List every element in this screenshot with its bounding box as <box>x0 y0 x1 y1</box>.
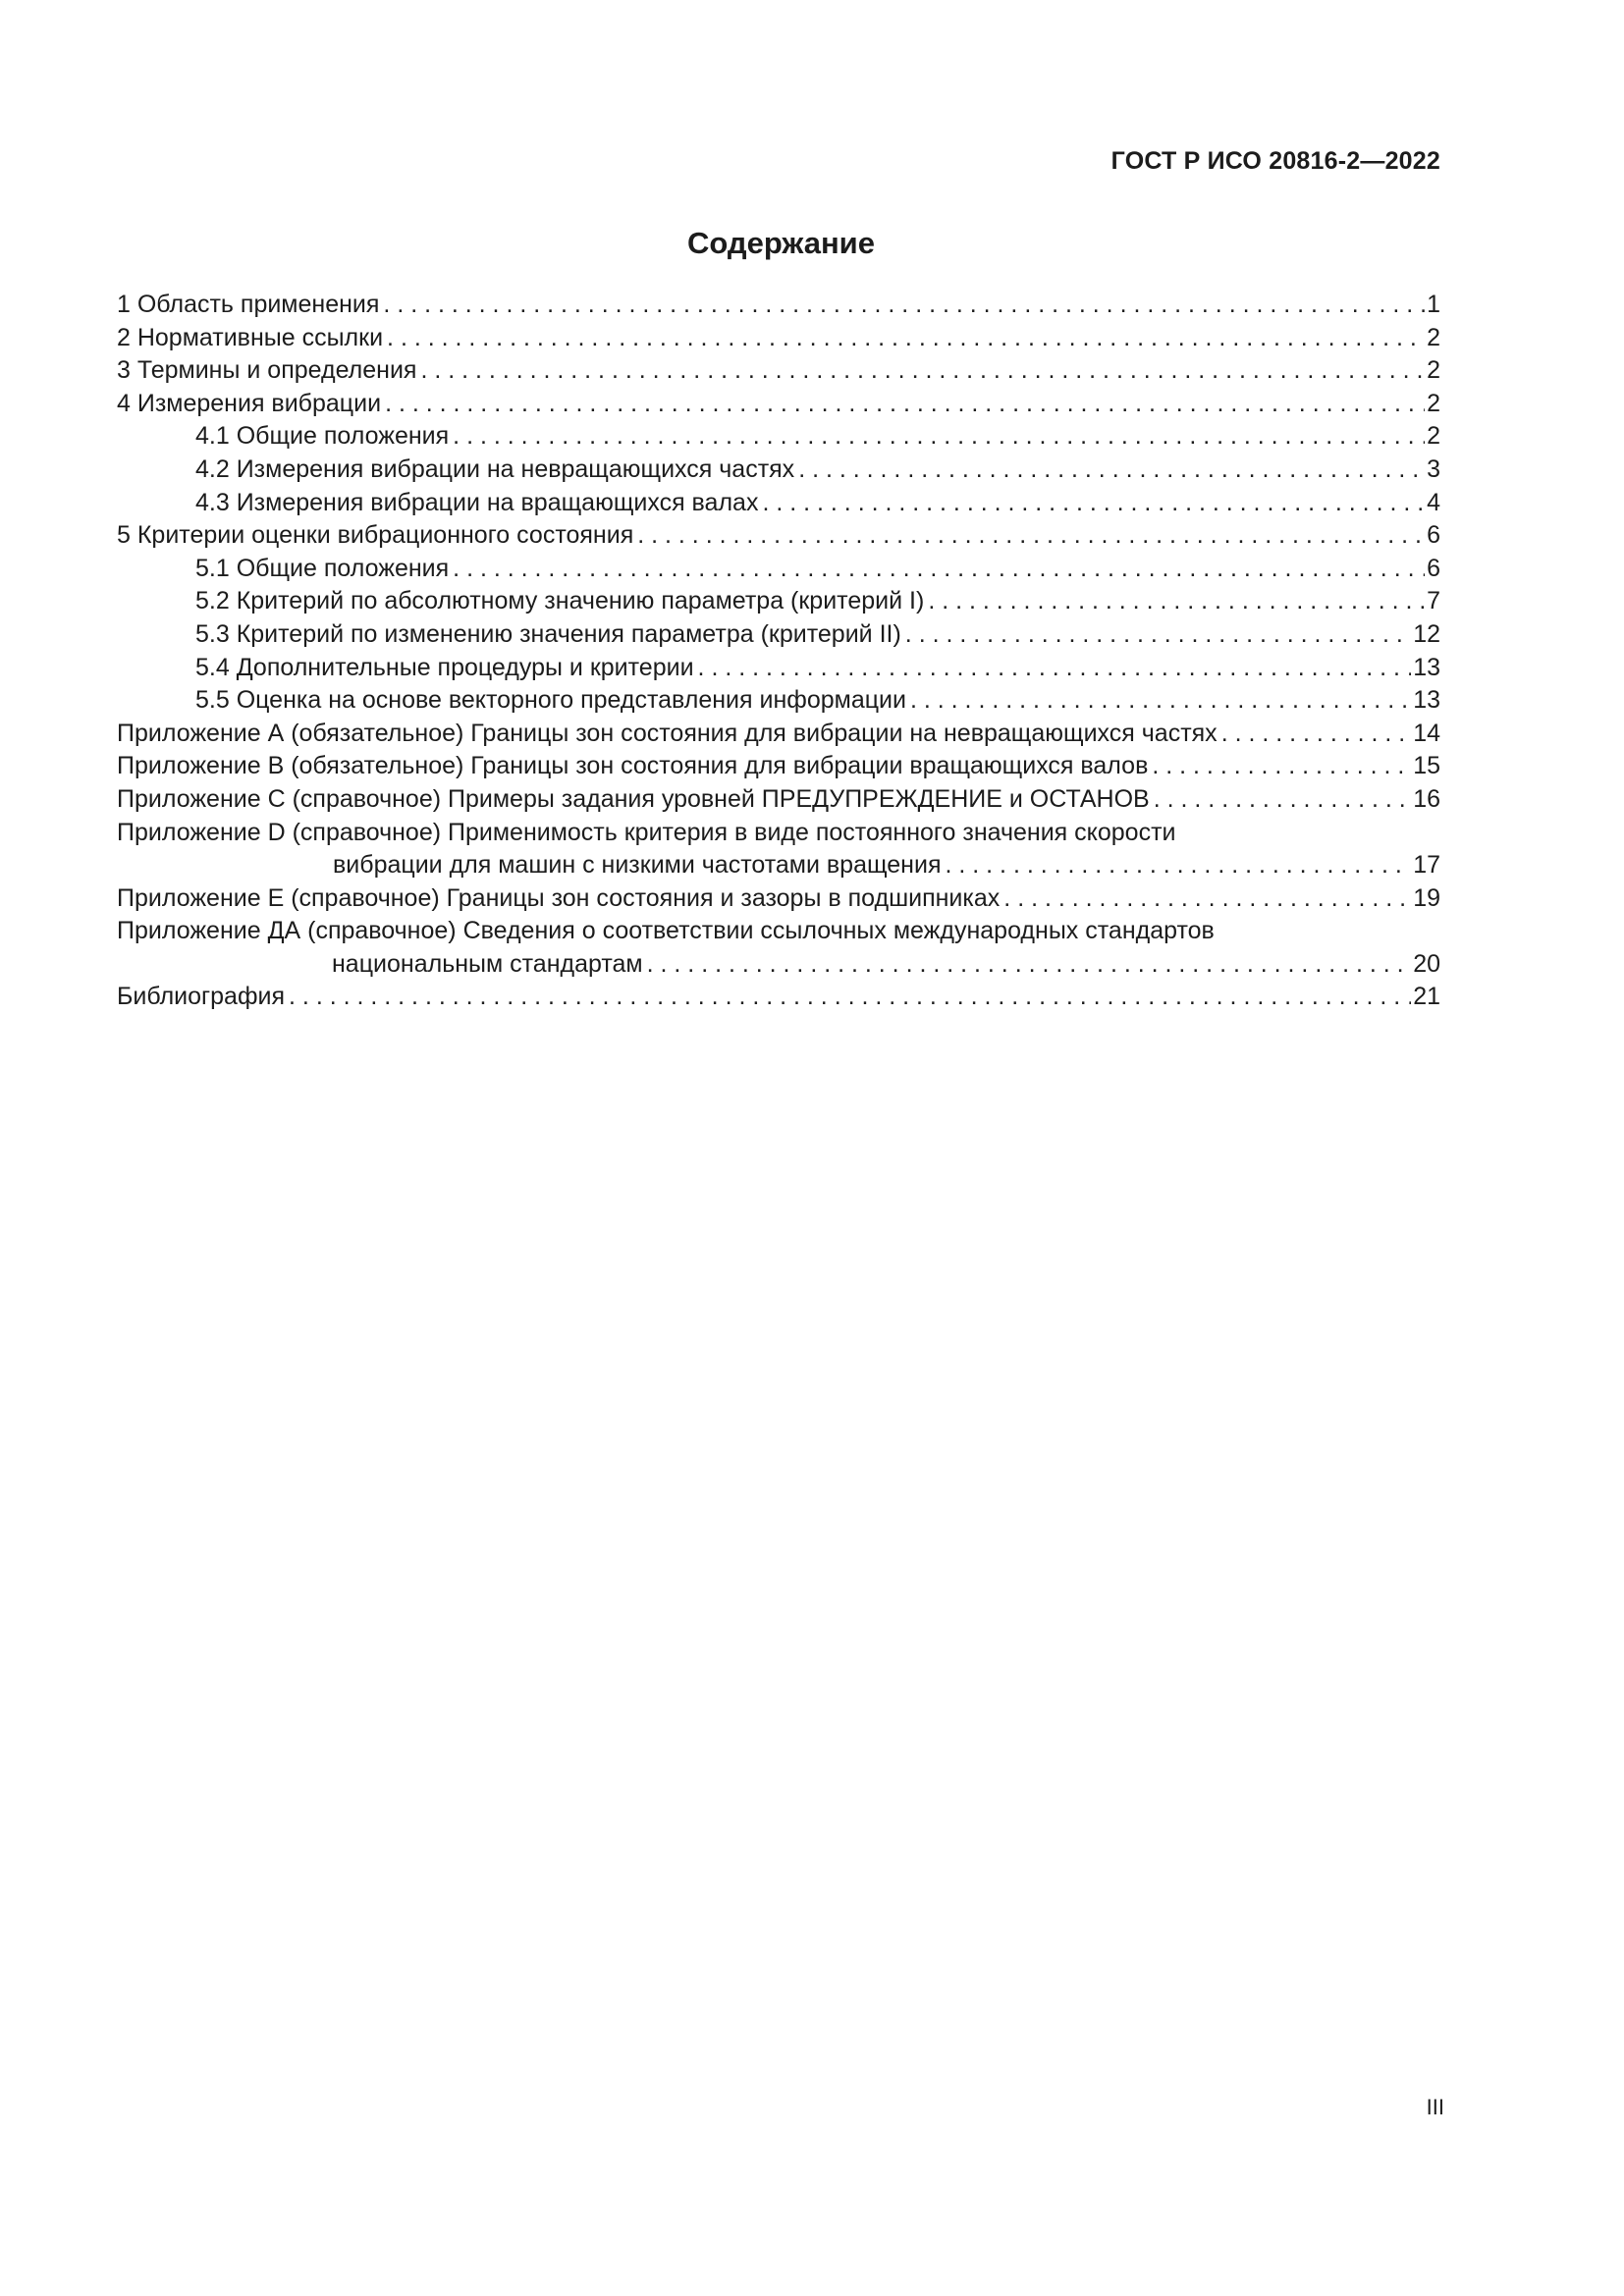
toc-entry-page: 19 <box>1413 883 1440 912</box>
toc-entry-bibliography[interactable] <box>117 981 1440 1014</box>
toc-entry-label: Приложение ДА (справочное) Сведения о соответствии ссылочных международных стандартов <box>117 917 1215 945</box>
toc-entry[interactable] <box>117 553 1440 586</box>
toc-entry-label: 1 Область применения <box>117 291 380 318</box>
leader-dots <box>924 585 1425 618</box>
toc-entry-page: 2 <box>1427 323 1440 351</box>
toc-entry[interactable] <box>117 420 1440 454</box>
toc-entry-label: 4.1 Общие положения <box>195 422 450 451</box>
leader-dots <box>383 322 1425 355</box>
toc-entry-label: 4 Измерения вибрации <box>117 389 382 417</box>
toc-entries <box>117 289 1440 817</box>
toc-entry-page: 17 <box>1413 851 1440 880</box>
toc-entry-page: 14 <box>1413 719 1440 747</box>
page-number: III <box>1426 2095 1444 2119</box>
toc-entry-label: национальным стандартам <box>332 949 643 978</box>
toc-entry[interactable] <box>117 289 1440 322</box>
toc-entry-page: 2 <box>1427 356 1440 385</box>
toc-entry[interactable] <box>117 454 1440 487</box>
document-code: ГОСТ Р ИСО 20816-2—2022 <box>1110 147 1440 175</box>
leader-dots <box>633 519 1425 553</box>
toc-entry-page: 13 <box>1413 686 1440 715</box>
toc-entry-label: вибрации для машин с низкими частотами вращения <box>333 851 942 880</box>
toc-entry-annex-d-line1[interactable] <box>117 817 1440 850</box>
toc-entry-label: 5.4 Дополнительные процедуры и критерии <box>195 653 694 681</box>
leader-dots <box>906 684 1411 718</box>
toc-entry-label: Приложение В (обязательное) Границы зон состояния для вибрации вращающихся валов <box>117 752 1149 780</box>
toc-entry[interactable] <box>117 487 1440 520</box>
toc-entry-label: 5.3 Критерий по изменению значения параметра (критерий II) <box>195 619 901 648</box>
toc-entry-annex-da-line2[interactable] <box>117 948 1440 982</box>
toc-entry-page: 7 <box>1427 587 1440 615</box>
toc-entry[interactable] <box>117 718 1440 751</box>
toc-entry-label: Приложение С (справочное) Примеры задания уровней ПРЕДУПРЕЖДЕНИЕ и ОСТАНОВ <box>117 784 1150 813</box>
toc-entry-label: 5 Критерии оценки вибрационного состояния <box>117 521 634 550</box>
toc-entry-label: 2 Нормативные ссылки <box>117 323 384 351</box>
toc-entry-label: Приложение Е (справочное) Границы зон состояния и зазоры в подшипниках <box>117 883 1001 912</box>
leader-dots <box>643 948 1412 982</box>
leader-dots <box>1218 718 1412 751</box>
toc-entry-label: Приложение D (справочное) Применимость критерия в виде постоянного значения скорости <box>117 818 1176 846</box>
toc-entry-label: Библиография <box>117 983 286 1011</box>
leader-dots <box>379 289 1425 322</box>
toc-entry-page: 3 <box>1427 454 1440 483</box>
toc-title: Содержание <box>687 226 875 260</box>
toc-entry-page: 20 <box>1413 949 1440 978</box>
toc-entry-annex-d-line2[interactable] <box>117 849 1440 882</box>
toc-entry[interactable] <box>117 618 1440 652</box>
toc-entry[interactable] <box>117 354 1440 388</box>
leader-dots <box>794 454 1425 487</box>
table-of-contents <box>117 289 1440 1014</box>
leader-dots <box>758 487 1425 520</box>
toc-entry-page: 21 <box>1413 983 1440 1011</box>
leader-dots <box>1000 882 1411 916</box>
toc-entry-page: 2 <box>1427 422 1440 451</box>
toc-entry[interactable] <box>117 519 1440 553</box>
leader-dots <box>901 618 1411 652</box>
toc-entry-label: 5.2 Критерий по абсолютному значению параметра (критерий I) <box>195 587 925 615</box>
toc-entry[interactable] <box>117 585 1440 618</box>
toc-entry-page: 16 <box>1413 784 1440 813</box>
toc-entry[interactable] <box>117 388 1440 421</box>
toc-entry[interactable] <box>117 652 1440 685</box>
toc-entry-label: Приложение А (обязательное) Границы зон состояния для вибрации на невращающихся частях <box>117 719 1218 747</box>
leader-dots <box>449 553 1425 586</box>
leader-dots <box>285 981 1411 1014</box>
toc-entry[interactable] <box>117 684 1440 718</box>
toc-entry-page: 6 <box>1427 554 1440 582</box>
toc-entry-label: 4.2 Измерения вибрации на невращающихся частях <box>195 454 795 483</box>
toc-entry-label: 4.3 Измерения вибрации на вращающихся валах <box>195 488 759 516</box>
toc-entry-page: 12 <box>1413 619 1440 648</box>
leader-dots <box>694 652 1412 685</box>
toc-entry-page: 1 <box>1427 291 1440 318</box>
toc-entry-page: 2 <box>1427 389 1440 417</box>
toc-entry-label: 5.1 Общие положения <box>195 554 450 582</box>
toc-entry[interactable] <box>117 322 1440 355</box>
toc-entry-page: 6 <box>1427 521 1440 550</box>
toc-entry[interactable] <box>117 750 1440 783</box>
toc-entry[interactable] <box>117 783 1440 817</box>
leader-dots <box>1148 750 1411 783</box>
leader-dots <box>1150 783 1411 817</box>
toc-entry-page: 13 <box>1413 653 1440 681</box>
toc-entry-label: 3 Термины и определения <box>117 356 417 385</box>
toc-entry-annex-e[interactable] <box>117 882 1440 916</box>
toc-entry-label: 5.5 Оценка на основе векторного представления информации <box>195 686 906 715</box>
leader-dots <box>449 420 1425 454</box>
leader-dots <box>381 388 1425 421</box>
toc-entry-annex-da-line1[interactable] <box>117 915 1440 948</box>
leader-dots <box>416 354 1425 388</box>
toc-entry-page: 15 <box>1413 752 1440 780</box>
leader-dots <box>941 849 1411 882</box>
toc-entry-page: 4 <box>1427 488 1440 516</box>
